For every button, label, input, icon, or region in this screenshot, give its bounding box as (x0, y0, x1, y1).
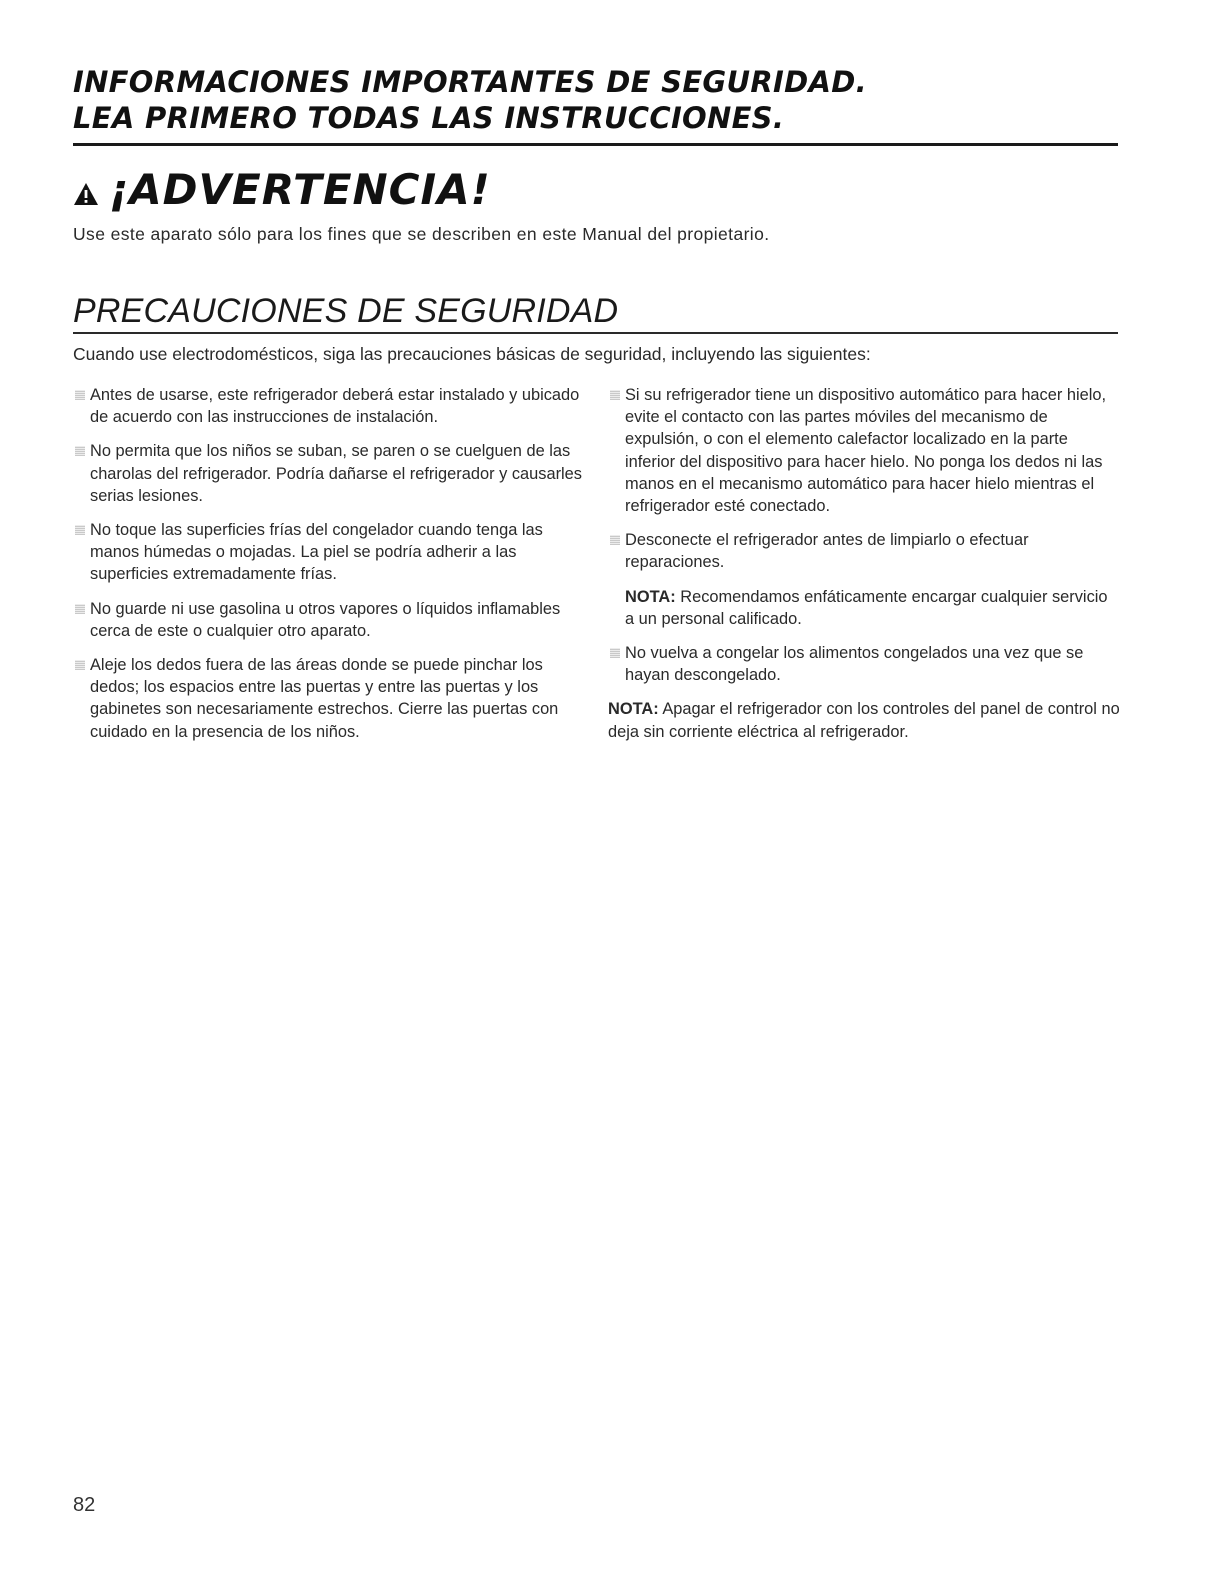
bullet-square-icon (75, 604, 85, 614)
bullet-square-icon (75, 660, 85, 670)
note-text: Apagar el refrigerador con los controles del panel de control no deja sin corriente eléctrica al refrigerador. (608, 700, 1120, 741)
list-item-text: No permita que los niños se suban, se paren o se cuelguen de las charolas del refrigerador. Podría dañarse el refrigerador y causarles serias lesiones. (90, 442, 582, 505)
warning-description: Use este aparato sólo para los fines que se describen en este Manual del propietario. (73, 224, 770, 244)
left-column (73, 384, 593, 755)
list-item (73, 598, 593, 642)
list-item (608, 384, 1120, 517)
list-item-text: No vuelva a congelar los alimentos congelados una vez que se hayan descongelado. (625, 644, 1084, 685)
list-item-text: Desconecte el refrigerador antes de limpiarlo o efectuar reparaciones. (625, 531, 1029, 572)
bullet-square-icon (610, 390, 620, 400)
list-item-text: Antes de usarse, este refrigerador deberá estar instalado y ubicado de acuerdo con las instrucciones de instalación. (90, 386, 580, 427)
list-item (608, 642, 1120, 686)
service-note (608, 586, 1120, 630)
warning-heading (73, 165, 491, 214)
bullet-square-icon (610, 648, 620, 658)
section-title: PRECAUCIONES DE SEGURIDAD (73, 292, 619, 330)
header-block (73, 64, 1118, 136)
note-label: NOTA: (608, 700, 659, 719)
list-item (73, 654, 593, 743)
list-item-text: No guarde ni use gasolina u otros vapores o líquidos inflamables cerca de este o cualquier otro aparato. (90, 599, 561, 640)
warning-triangle-icon (73, 182, 99, 206)
header-title-line-2: LEA PRIMERO TODAS LAS INSTRUCCIONES. (73, 101, 785, 135)
section-divider (73, 332, 1118, 334)
bullet-square-icon (75, 525, 85, 535)
list-item (73, 519, 593, 586)
page-number: 82 (73, 1494, 96, 1516)
note-label: NOTA: (625, 587, 676, 606)
bullet-square-icon (75, 390, 85, 400)
header-divider (73, 143, 1118, 146)
controls-note (608, 698, 1120, 742)
list-item (608, 529, 1120, 573)
bullet-square-icon (610, 535, 620, 545)
bullet-square-icon (75, 446, 85, 456)
section-intro: Cuando use electrodomésticos, siga las precauciones básicas de seguridad, incluyendo las siguientes: (73, 344, 871, 364)
right-column (608, 384, 1120, 755)
list-item-text: Si su refrigerador tiene un dispositivo automático para hacer hielo, evite el contacto con las partes móviles del mecanismo de expulsión, o con el elemento calefactor localizado en la parte inferior del dispositivo para hacer hielo. No ponga los dedos ni las manos en el mecanismo automático para hacer hielo mientras el refrigerador esté conectado. (625, 386, 1107, 516)
note-text: Recomendamos enfáticamente encargar cualquier servicio a un personal calificado. (625, 587, 1108, 628)
list-item (73, 440, 593, 507)
list-item-text: Aleje los dedos fuera de las áreas donde se puede pinchar los dedos; los espacios entre las puertas y entre las puertas y los gabinetes son necesariamente estrechos. Cierre las puertas con cuidado en la presencia de los niños. (90, 656, 559, 741)
warning-title: ¡ADVERTENCIA! (109, 165, 491, 214)
header-title-line-1: INFORMACIONES IMPORTANTES DE SEGURIDAD. (73, 65, 867, 99)
list-item-text: No toque las superficies frías del congelador cuando tenga las manos húmedas o mojadas. La piel se podría adherir a las superficies extremadamente frías. (90, 521, 543, 584)
list-item (73, 384, 593, 428)
